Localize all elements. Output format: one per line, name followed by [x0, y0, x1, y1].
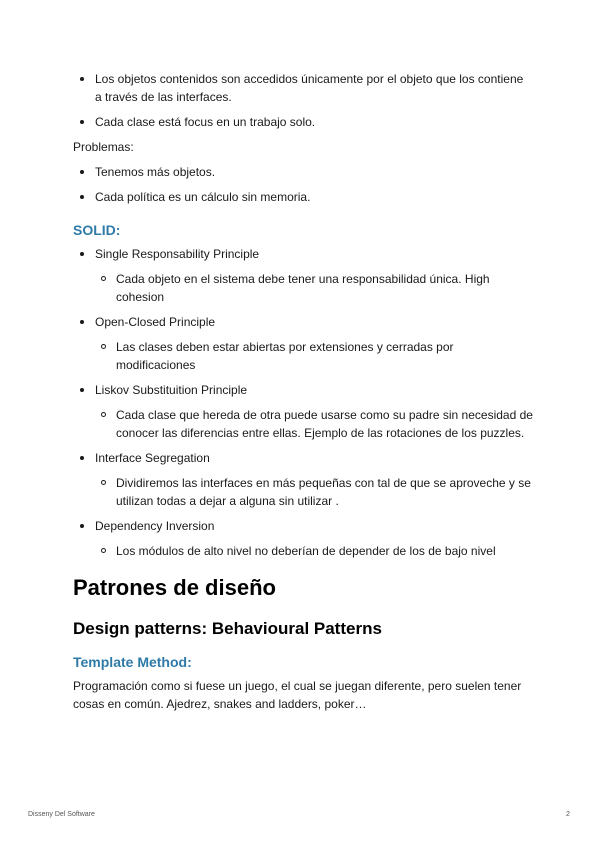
problems-list: [73, 163, 533, 206]
solid-heading: SOLID:: [73, 222, 121, 238]
principle-name: Dependency Inversion: [95, 519, 215, 533]
solid-principle: [73, 381, 533, 442]
solid-list: [73, 245, 533, 560]
footer-page-number: 2: [566, 811, 570, 818]
principle-detail-list: [95, 474, 533, 510]
principle-name: Open-Closed Principle: [95, 315, 216, 329]
list-item: Cada clase está focus en un trabajo solo.: [73, 113, 533, 131]
principle-detail-list: [95, 406, 533, 442]
section-subtitle: Design patterns: Behavioural Patterns: [73, 619, 382, 638]
template-method-heading: Template Method:: [73, 654, 192, 670]
solid-principle: [73, 449, 533, 510]
principle-name: Liskov Substituition Principle: [95, 383, 248, 397]
section-title: Patrones de diseño: [73, 575, 276, 600]
principle-detail-list: [95, 270, 533, 306]
list-item: Los objetos contenidos son accedidos únicamente por el objeto que los contiene a través de las interfaces.: [73, 70, 533, 106]
principle-detail: Dividiremos las interfaces en más pequeñas con tal de que se aproveche y se utilizan todas a dejar a alguna sin utilizar .: [95, 474, 533, 510]
list-item: Tenemos más objetos.: [73, 163, 533, 181]
principle-detail: Las clases deben estar abiertas por extensiones y cerradas por modificaciones: [95, 338, 533, 374]
problems-label: Problemas:: [73, 140, 134, 154]
principle-detail-list: [95, 542, 533, 560]
footer-document-title: Disseny Del Software: [28, 811, 95, 818]
principle-detail: Los módulos de alto nivel no deberían de depender de los de bajo nivel: [95, 542, 533, 560]
principle-detail: Cada clase que hereda de otra puede usarse como su padre sin necesidad de conocer las diferencias entre ellas. Ejemplo de las rotaciones de los puzzles.: [95, 406, 533, 442]
list-item: Cada política es un cálculo sin memoria.: [73, 188, 533, 206]
principle-name: Interface Segregation: [95, 451, 210, 465]
solid-principle: [73, 517, 533, 560]
solid-principle: [73, 245, 533, 306]
principle-detail: Cada objeto en el sistema debe tener una responsabilidad única. High cohesion: [95, 270, 533, 306]
intro-list: [73, 70, 533, 131]
principle-name: Single Responsability Principle: [95, 247, 260, 261]
solid-principle: [73, 313, 533, 374]
principle-detail-list: [95, 338, 533, 374]
page-content: [73, 70, 533, 720]
template-method-text: Programación como si fuese un juego, el cual se juegan diferente, pero suelen tener cosas en común. Ajedrez, snakes and ladders, poker…: [73, 679, 522, 711]
